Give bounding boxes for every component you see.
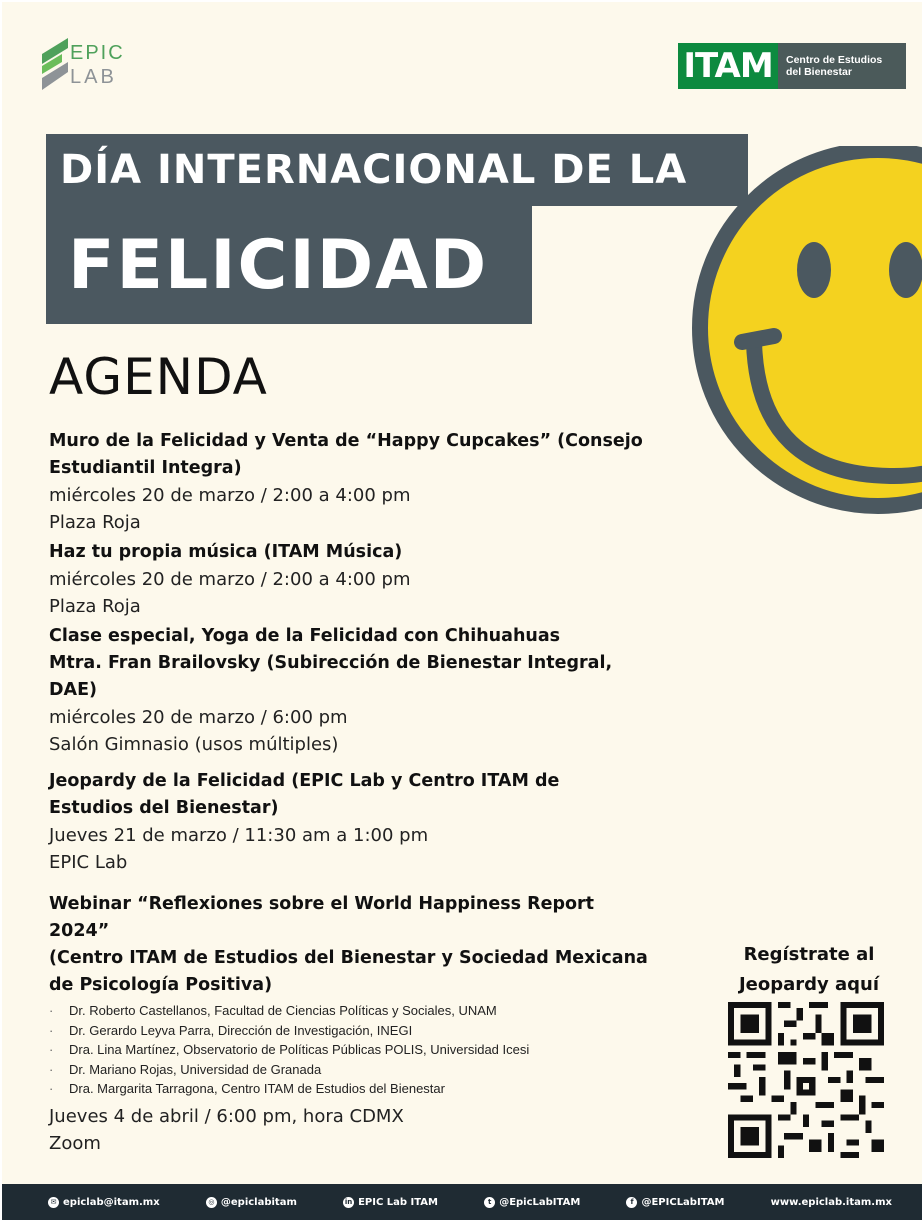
event-title: de Psicología Positiva) <box>49 975 273 995</box>
event-webinar <box>49 891 649 1157</box>
flyer-page <box>2 2 922 1220</box>
event-title: Webinar “Reflexiones sobre el World Happiness Report <box>49 894 595 914</box>
event-musica <box>49 539 649 620</box>
footer-website[interactable]: www.epiclab.itam.mx <box>770 1196 892 1208</box>
email-icon: ✉ <box>48 1197 59 1208</box>
register-callout: Regístrate al Jeopardy aquí <box>738 944 880 995</box>
event-title: DAE) <box>49 680 98 700</box>
event-title: Estudios del Bienestar) <box>49 798 279 818</box>
event-title: Mtra. Fran Brailovsky (Subirección de Bienestar Integral, <box>49 653 613 673</box>
twitter-icon: t <box>484 1197 495 1208</box>
lab-logo-word: LAB <box>70 66 117 88</box>
speaker-item: · Dr. Gerardo Leyva Parra, Dirección de Investigación, INEGI <box>49 1021 649 1041</box>
event-title: Clase especial, Yoga de la Felicidad con Chihuahuas <box>49 626 561 646</box>
epic-logo-word: EPIC <box>70 42 125 64</box>
event-title: Estudiantil Integra) <box>49 458 242 478</box>
title-line-1: DÍA INTERNACIONAL DE LA <box>46 134 748 206</box>
qr-code-icon[interactable] <box>728 1002 884 1158</box>
event-place: Salón Gimnasio (usos múltiples) <box>49 734 339 755</box>
event-title: 2024” <box>49 921 110 941</box>
event-date: Jueves 21 de marzo / 11:30 am a 1:00 pm <box>49 825 429 846</box>
itam-wordmark: ITAM <box>678 43 778 89</box>
event-place: Plaza Roja <box>49 512 141 533</box>
event-place: EPIC Lab <box>49 852 128 873</box>
event-date: miércoles 20 de marzo / 6:00 pm <box>49 707 348 728</box>
event-yoga <box>49 623 649 758</box>
epic-lab-logo <box>38 32 138 96</box>
event-date: Jueves 4 de abril / 6:00 pm, hora CDMX <box>49 1105 404 1127</box>
title-line-2: FELICIDAD <box>46 206 532 324</box>
footer-instagram[interactable]: ◎ @epiclabitam <box>206 1197 297 1208</box>
event-title: Haz tu propia música (ITAM Música) <box>49 542 403 562</box>
event-jeopardy <box>49 768 649 876</box>
agenda-list <box>49 428 649 1157</box>
facebook-icon: f <box>626 1197 637 1208</box>
event-title: Muro de la Felicidad y Venta de “Happy Cupcakes” (Consejo <box>49 431 643 451</box>
event-place: Zoom <box>49 1132 101 1154</box>
footer-facebook[interactable]: f @EPICLabITAM <box>626 1197 724 1208</box>
speaker-item: · Dr. Mariano Rojas, Universidad de Granada <box>49 1060 649 1080</box>
footer-linkedin[interactable]: in EPIC Lab ITAM <box>344 1196 438 1208</box>
speaker-item: · Dr. Roberto Castellanos, Facultad de Ciencias Políticas y Sociales, UNAM <box>49 1001 649 1021</box>
speaker-list <box>49 1001 649 1099</box>
speaker-item: · Dra. Margarita Tarragona, Centro ITAM de Estudios del Bienestar <box>49 1079 649 1099</box>
footer-twitter[interactable]: t @EpicLabITAM <box>484 1197 580 1208</box>
event-place: Plaza Roja <box>49 596 141 617</box>
agenda-heading: AGENDA <box>49 348 268 406</box>
contact-footer <box>2 1184 922 1220</box>
itam-bienestar-logo <box>678 43 906 89</box>
speaker-item: · Dra. Lina Martínez, Observatorio de Políticas Públicas POLIS, Universidad Icesi <box>49 1040 649 1060</box>
itam-center-name: Centro de Estudios del Bienestar <box>786 54 883 78</box>
instagram-icon: ◎ <box>206 1197 217 1208</box>
event-happy-cupcakes <box>49 428 649 536</box>
event-date: miércoles 20 de marzo / 2:00 a 4:00 pm <box>49 485 411 506</box>
linkedin-icon: in <box>344 1198 353 1206</box>
event-title: Jeopardy de la Felicidad (EPIC Lab y Centro ITAM de <box>49 771 560 791</box>
event-date: miércoles 20 de marzo / 2:00 a 4:00 pm <box>49 569 411 590</box>
footer-email[interactable]: ✉ epiclab@itam.mx <box>48 1197 160 1208</box>
event-title: (Centro ITAM de Estudios del Bienestar y Sociedad Mexicana <box>49 948 648 968</box>
epic-lab-mark-icon <box>38 32 72 96</box>
